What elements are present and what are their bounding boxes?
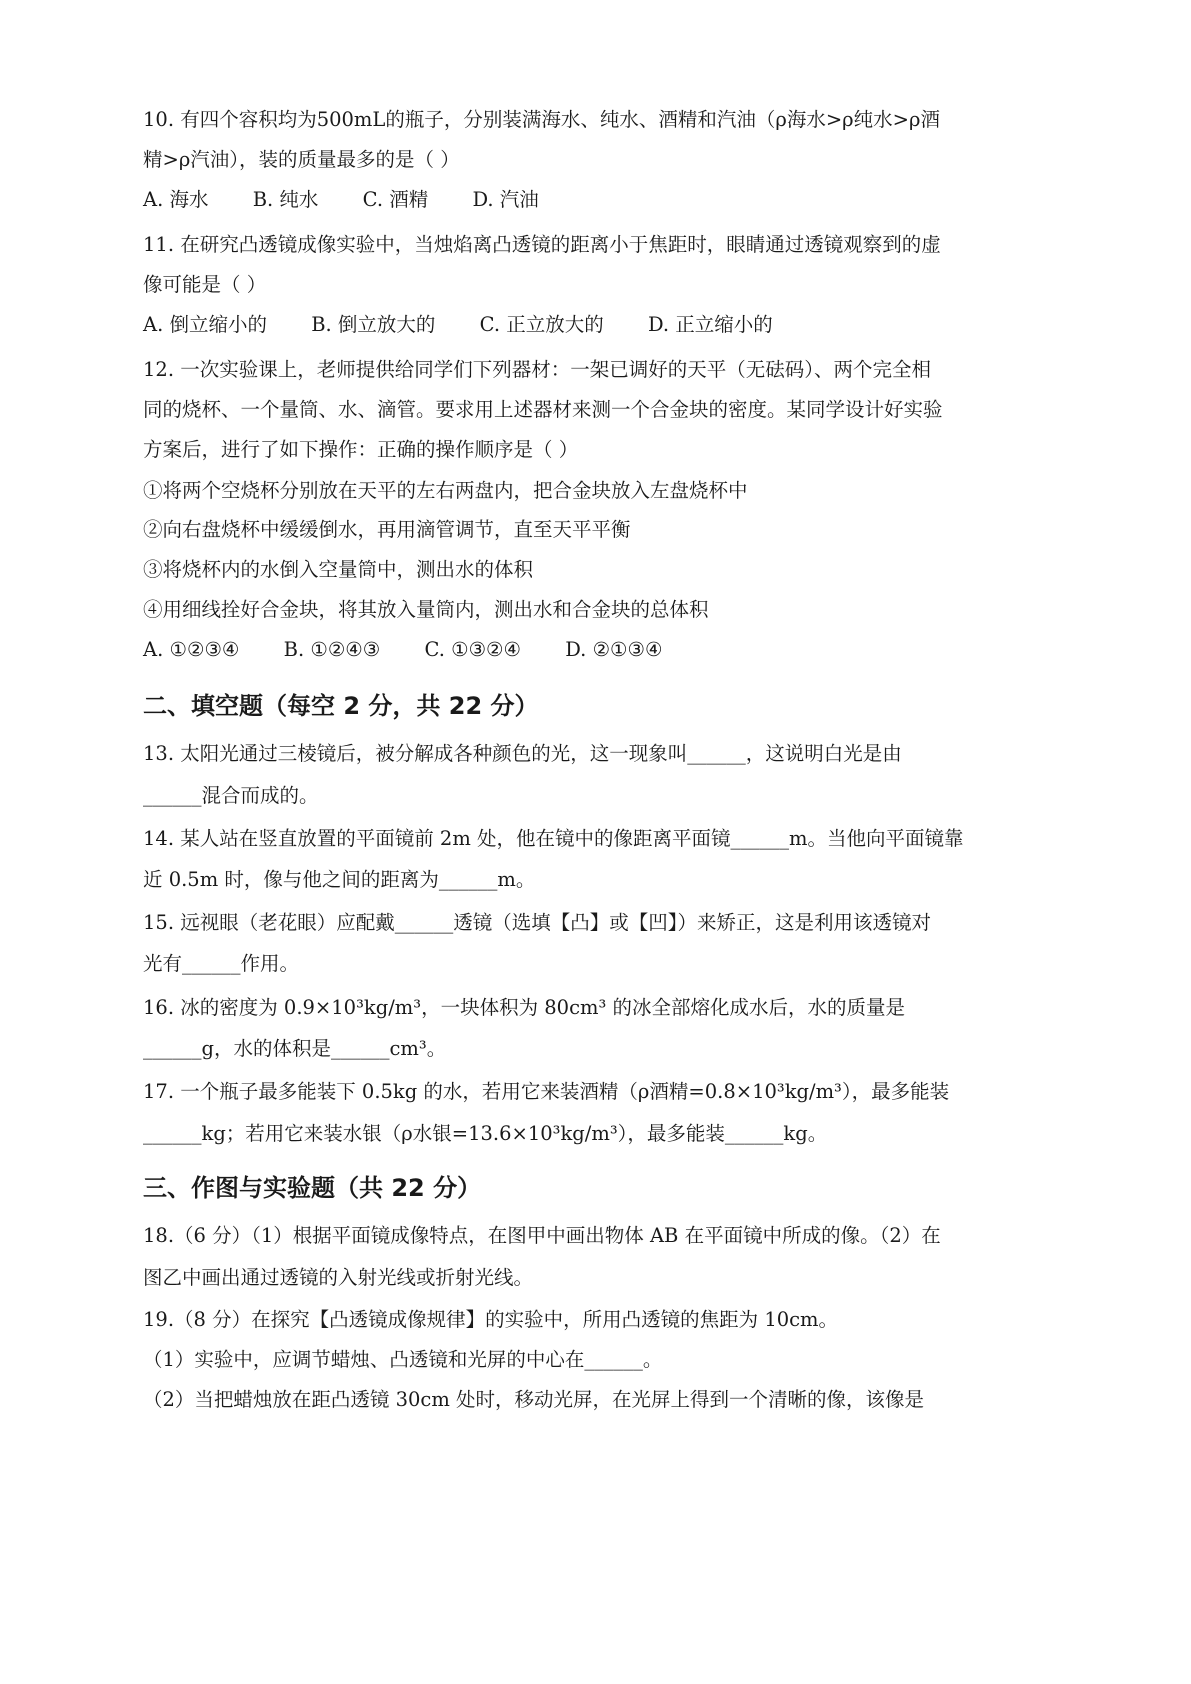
section-3-heading: 三、作图与实验题（共 22 分） — [143, 1174, 482, 1202]
question-16-line-1: 16. 冰的密度为 0.9×10³kg/m³，一块体积为 80cm³ 的冰全部熔化成水后，水的质量是 — [143, 996, 906, 1019]
question-11-line-1: 11. 在研究凸透镜成像实验中，当烛焰离凸透镜的距离小于焦距时，眼睛通过透镜观察到的虚 — [143, 233, 941, 256]
question-18-line-2: 图乙中画出通过透镜的入射光线或折射光线。 — [143, 1266, 534, 1289]
question-12-step-2: ②向右盘烧杯中缓缓倒水，再用滴管调节，直至天平平衡 — [143, 518, 631, 541]
option-c: C. 正立放大的 — [479, 313, 604, 336]
question-12-line-1: 12. 一次实验课上，老师提供给同学们下列器材：一架已调好的天平（无砝码）、两个完全相 — [143, 358, 931, 381]
question-12-line-3: 方案后，进行了如下操作：正确的操作顺序是（ ） — [143, 438, 579, 461]
question-18-line-1: 18.（6 分）（1）根据平面镜成像特点，在图甲中画出物体 AB 在平面镜中所成的像。（2）在 — [143, 1224, 941, 1247]
question-15-line-1: 15. 远视眼（老花眼）应配戴______透镜（选填【凸】或【凹】）来矫正，这是利用该透镜对 — [143, 911, 931, 934]
option-b: B. 纯水 — [252, 188, 319, 211]
question-14-line-2: 近 0.5m 时，像与他之间的距离为______m。 — [143, 868, 536, 891]
question-12-line-2: 同的烧杯、一个量筒、水、滴管。要求用上述器材来测一个合金块的密度。某同学设计好实验 — [143, 398, 943, 421]
question-17-line-2: ______kg；若用它来装水银（ρ水银=13.6×10³kg/m³），最多能装______kg。 — [143, 1122, 828, 1145]
question-13-line-2: ______混合而成的。 — [143, 784, 319, 807]
option-c: C. ①③②④ — [424, 638, 522, 661]
question-19-line-3: （2）当把蜡烛放在距凸透镜 30cm 处时，移动光屏，在光屏上得到一个清晰的像，该像是 — [143, 1388, 925, 1411]
option-b: B. 倒立放大的 — [311, 313, 436, 336]
question-19-line-1: 19.（8 分）在探究【凸透镜成像规律】的实验中，所用凸透镜的焦距为 10cm。 — [143, 1308, 839, 1331]
question-12-step-1: ①将两个空烧杯分别放在天平的左右两盘内，把合金块放入左盘烧杯中 — [143, 479, 748, 502]
question-16-line-2: ______g，水的体积是______cm³。 — [143, 1037, 447, 1060]
question-10-line-1: 10. 有四个容积均为500mL的瓶子，分别装满海水、纯水、酒精和汽油（ρ海水>ρ纯水>ρ酒 — [143, 108, 940, 131]
option-d: D. 正立缩小的 — [647, 313, 773, 336]
question-15-line-2: 光有______作用。 — [143, 952, 300, 975]
question-19-line-2: （1）实验中，应调节蜡烛、凸透镜和光屏的中心在______。 — [143, 1348, 663, 1371]
option-a: A. 海水 — [143, 188, 209, 211]
question-14-line-1: 14. 某人站在竖直放置的平面镜前 2m 处，他在镜中的像距离平面镜______m。当他向平面镜靠 — [143, 827, 964, 850]
option-b: B. ①②④③ — [283, 638, 381, 661]
section-2-heading: 二、填空题（每空 2 分，共 22 分） — [143, 692, 539, 720]
question-11-options — [143, 311, 811, 339]
question-12-step-3: ③将烧杯内的水倒入空量筒中，测出水的体积 — [143, 558, 534, 581]
option-c: C. 酒精 — [362, 188, 429, 211]
question-12-step-4: ④用细线拴好合金块，将其放入量筒内，测出水和合金块的总体积 — [143, 598, 709, 621]
question-12-options — [143, 636, 701, 664]
question-17-line-1: 17. 一个瓶子最多能装下 0.5kg 的水，若用它来装酒精（ρ酒精=0.8×10³kg/m³），最多能装 — [143, 1080, 950, 1103]
question-11-line-2: 像可能是（ ） — [143, 273, 267, 296]
question-13-line-1: 13. 太阳光通过三棱镜后，被分解成各种颜色的光，这一现象叫______，这说明白光是由 — [143, 742, 902, 765]
question-10-options — [143, 186, 577, 214]
question-10-line-2: 精>ρ汽油），装的质量最多的是（ ） — [143, 148, 460, 171]
option-a: A. 倒立缩小的 — [143, 313, 267, 336]
option-a: A. ①②③④ — [143, 638, 240, 661]
option-d: D. 汽油 — [472, 188, 539, 211]
option-d: D. ②①③④ — [565, 638, 663, 661]
